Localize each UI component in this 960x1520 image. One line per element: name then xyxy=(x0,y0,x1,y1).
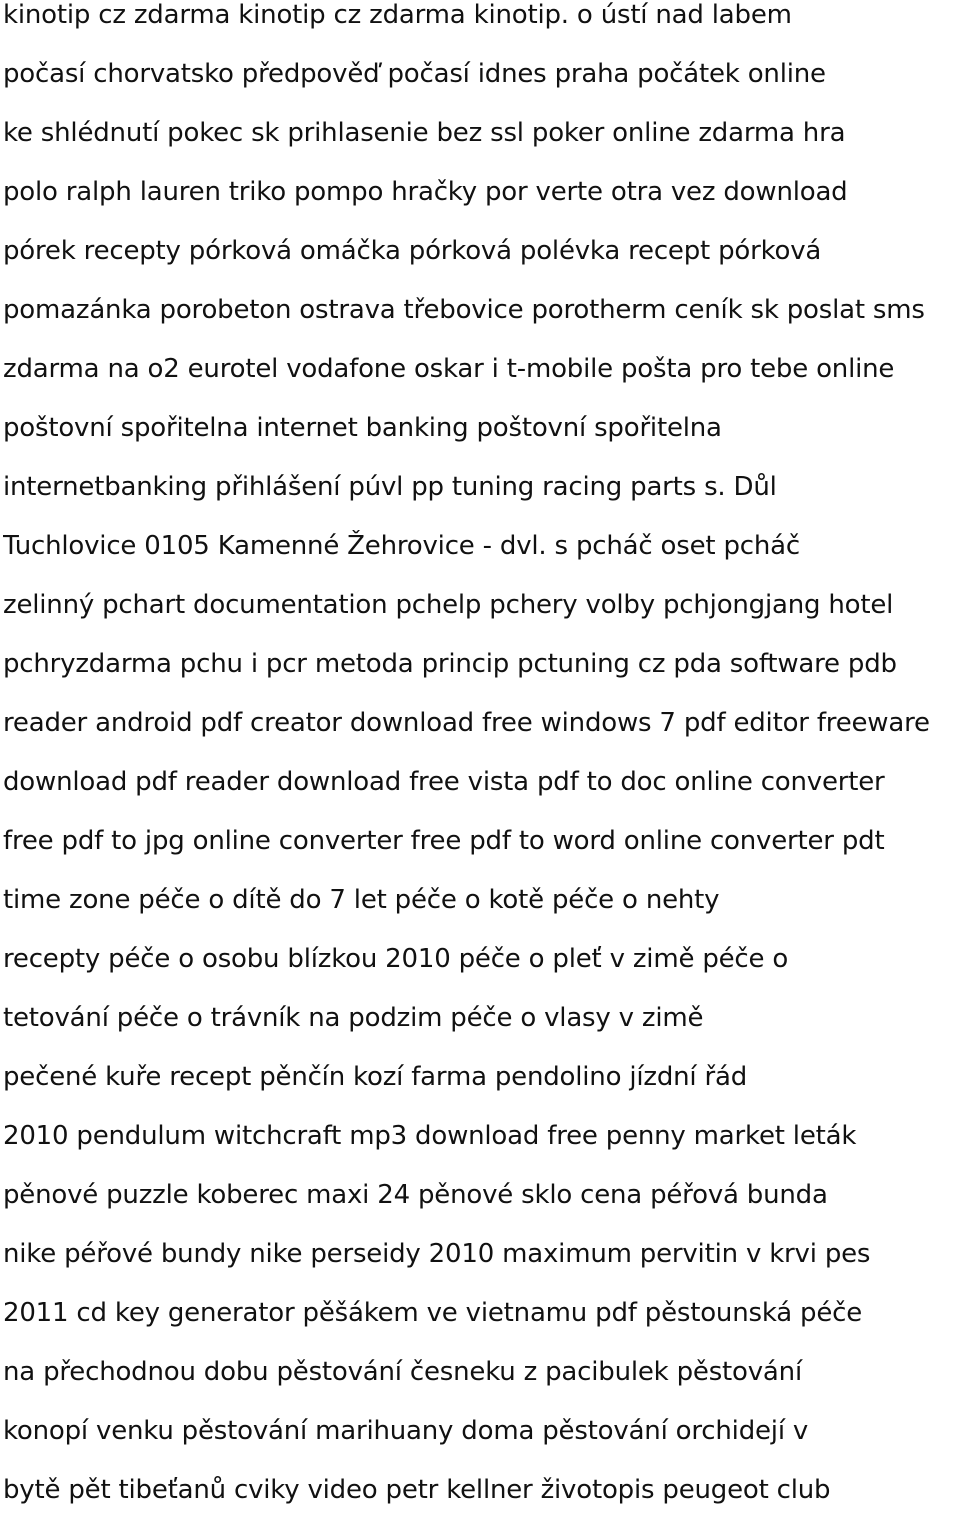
text-line: pěnové puzzle koberec maxi 24 pěnové sklo cena péřová bunda xyxy=(3,1180,828,1210)
text-line: time zone péče o dítě do 7 let péče o kotě péče o nehty xyxy=(3,885,720,915)
text-line: bytě pět tibeťanů cviky video petr kellner životopis peugeot club xyxy=(3,1475,831,1505)
text-line: nike péřové bundy nike perseidy 2010 maximum pervitin v krvi pes xyxy=(3,1239,871,1269)
text-line: poštovní spořitelna internet banking poštovní spořitelna xyxy=(3,413,722,443)
text-line: pórek recepty pórková omáčka pórková polévka recept pórková xyxy=(3,236,822,266)
text-line: 2011 cd key generator pěšákem ve vietnamu pdf pěstounská péče xyxy=(3,1298,863,1328)
text-line: download pdf reader download free vista pdf to doc online converter xyxy=(3,767,885,797)
text-line: pečené kuře recept pěnčín kozí farma pendolino jízdní řád xyxy=(3,1062,748,1092)
text-line: recepty péče o osobu blízkou 2010 péče o pleť v zimě péče o xyxy=(3,944,789,974)
text-line: 2010 pendulum witchcraft mp3 download free penny market leták xyxy=(3,1121,857,1151)
text-line: na přechodnou dobu pěstování česneku z pacibulek pěstování xyxy=(3,1357,802,1387)
text-line: zelinný pchart documentation pchelp pchery volby pchjongjang hotel xyxy=(3,590,894,620)
text-line: pchryzdarma pchu i pcr metoda princip pctuning cz pda software pdb xyxy=(3,649,897,679)
text-line: ke shlédnutí pokec sk prihlasenie bez ssl poker online zdarma hra xyxy=(3,118,846,148)
text-line: polo ralph lauren triko pompo hračky por verte otra vez download xyxy=(3,177,848,207)
text-line: počasí chorvatsko předpověď počasí idnes praha počátek online xyxy=(3,59,826,89)
text-line: kinotip cz zdarma kinotip cz zdarma kinotip. o ústí nad labem xyxy=(3,0,792,30)
body-text xyxy=(3,0,958,1520)
text-line: free pdf to jpg online converter free pdf to word online converter pdt xyxy=(3,826,885,856)
text-line: reader android pdf creator download free windows 7 pdf editor freeware xyxy=(3,708,930,738)
text-line: zdarma na o2 eurotel vodafone oskar i t-mobile pošta pro tebe online xyxy=(3,354,895,384)
text-line: Tuchlovice 0105 Kamenné Žehrovice - dvl. s pcháč oset pcháč xyxy=(3,531,800,561)
text-line: internetbanking přihlášení púvl pp tuning racing parts s. Důl xyxy=(3,472,777,502)
text-line: konopí venku pěstování marihuany doma pěstování orchidejí v xyxy=(3,1416,809,1446)
text-line: tetování péče o trávník na podzim péče o vlasy v zimě xyxy=(3,1003,704,1033)
text-line: pomazánka porobeton ostrava třebovice porotherm ceník sk poslat sms xyxy=(3,295,925,325)
